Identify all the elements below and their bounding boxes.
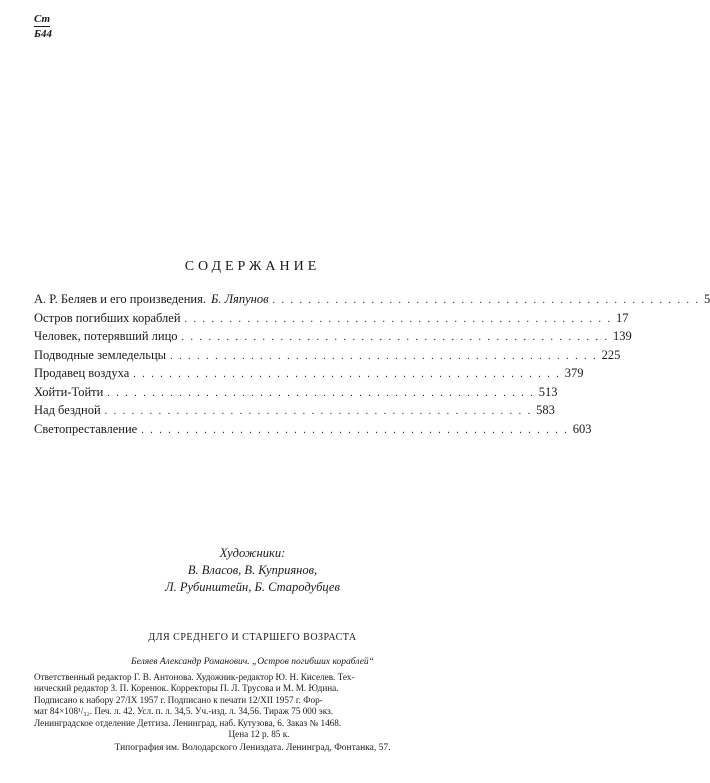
artists-line-1: В. Власов, В. Куприянов, bbox=[187, 563, 318, 577]
toc-entry bbox=[34, 384, 558, 404]
toc-entry-title: А. Р. Беляев и его произведения. bbox=[34, 292, 206, 306]
toc-entry-page: 603 bbox=[572, 421, 592, 436]
toc-entry-title: Остров погибших кораблей bbox=[34, 310, 181, 325]
toc-entry bbox=[34, 421, 592, 441]
book-author-title: Беляев Александр Романович. „Остров погибших кораблей“ bbox=[131, 657, 374, 667]
toc-leader-dots: . . . . . . . . . . . . . . . . . . . . . . . . . . . . . . . . . . . . . . . . . . . . . . . . bbox=[181, 332, 610, 343]
toc-entry-title: Светопреставление bbox=[34, 421, 138, 436]
toc-entry-page: 379 bbox=[564, 366, 584, 380]
toc-entry-page: 513 bbox=[538, 384, 558, 399]
printer-line: Типография им. Володарского Лениздата. Ленинград, Фонтанка, 57. bbox=[114, 743, 391, 753]
toc-entry-title: Хойти-Тойти bbox=[34, 384, 104, 399]
toc-entry-title: Человек, потерявший лицо bbox=[34, 329, 178, 343]
udk-index bbox=[34, 14, 52, 40]
toc-entry bbox=[34, 366, 584, 385]
udk-top: Ст bbox=[34, 13, 51, 25]
toc-leader-dots: . . . . . . . . . . . . . . . . . . . . . . . . . . . . . . . . . . . . . . . . . . . . . . . . bbox=[107, 387, 535, 399]
udk-bottom: Б44 bbox=[34, 28, 52, 40]
colophon-line: мат 84×108¹/₃₂. Печ. л. 42. Усл. п. л. 34,5. Уч.-изд. л. 34,56. Тираж 75 000 экз. bbox=[34, 706, 333, 717]
colophon-line: Ответственный редактор Г. В. Антонова. Художник-редактор Ю. Н. Киселев. Тех- bbox=[34, 672, 355, 682]
artists-heading: Художники: bbox=[219, 546, 286, 560]
toc-entry bbox=[34, 292, 710, 311]
artists-block bbox=[0, 545, 505, 596]
toc-entry-page: 583 bbox=[536, 403, 555, 417]
toc-entry-page: 139 bbox=[613, 329, 632, 343]
colophon-line: нический редактор З. П. Коренюк. Корректоры П. Л. Трусова и М. М. Юдина. bbox=[34, 683, 339, 694]
toc-entry-title: Подводные земледельцы bbox=[34, 347, 167, 362]
toc-entry-page: 225 bbox=[601, 347, 621, 362]
toc-entry-title: Продавец воздуха bbox=[34, 366, 130, 380]
toc-leader-dots: . . . . . . . . . . . . . . . . . . . . . . . . . . . . . . . . . . . . . . . . . . . . . . . . bbox=[272, 295, 701, 306]
toc-leader-dots: . . . . . . . . . . . . . . . . . . . . . . . . . . . . . . . . . . . . . . . . . . . . . . . . bbox=[104, 406, 533, 417]
artists-line-2: Л. Рубинштейн, Б. Стародубцев bbox=[165, 580, 340, 594]
toc-entry-author: Б. Ляпунов bbox=[210, 292, 269, 306]
toc-entry-title: Над бездной bbox=[34, 403, 101, 417]
toc-entry-page: 17 bbox=[616, 310, 629, 325]
price-line: Цена 12 р. 85 к. bbox=[228, 729, 290, 740]
colophon bbox=[34, 672, 484, 740]
table-of-contents bbox=[34, 292, 710, 440]
toc-entry bbox=[34, 329, 632, 348]
toc-heading: СОДЕРЖАНИЕ bbox=[184, 259, 321, 274]
age-note: ДЛЯ СРЕДНЕГО И СТАРШЕГО ВОЗРАСТА bbox=[148, 632, 357, 643]
toc-entry bbox=[34, 403, 555, 422]
toc-leader-dots: . . . . . . . . . . . . . . . . . . . . . . . . . . . . . . . . . . . . . . . . . . . . . . . . bbox=[141, 424, 569, 436]
toc-entry bbox=[34, 347, 621, 367]
toc-entry bbox=[34, 310, 629, 330]
toc-leader-dots: . . . . . . . . . . . . . . . . . . . . . . . . . . . . . . . . . . . . . . . . . . . . . . . . bbox=[170, 350, 598, 362]
toc-entry-page: 5 bbox=[704, 292, 710, 306]
toc-leader-dots: . . . . . . . . . . . . . . . . . . . . . . . . . . . . . . . . . . . . . . . . . . . . . . . . bbox=[184, 313, 613, 325]
colophon-line: Ленинградское отделение Детгиза. Ленинград, наб. Кутузова, 6. Заказ № 1468. bbox=[34, 717, 342, 728]
colophon-line: Подписано к набору 27/IX 1957 г. Подписано к печати 12/XII 1957 г. Фор- bbox=[34, 694, 323, 705]
toc-leader-dots: . . . . . . . . . . . . . . . . . . . . . . . . . . . . . . . . . . . . . . . . . . . . . . . . bbox=[133, 369, 561, 380]
